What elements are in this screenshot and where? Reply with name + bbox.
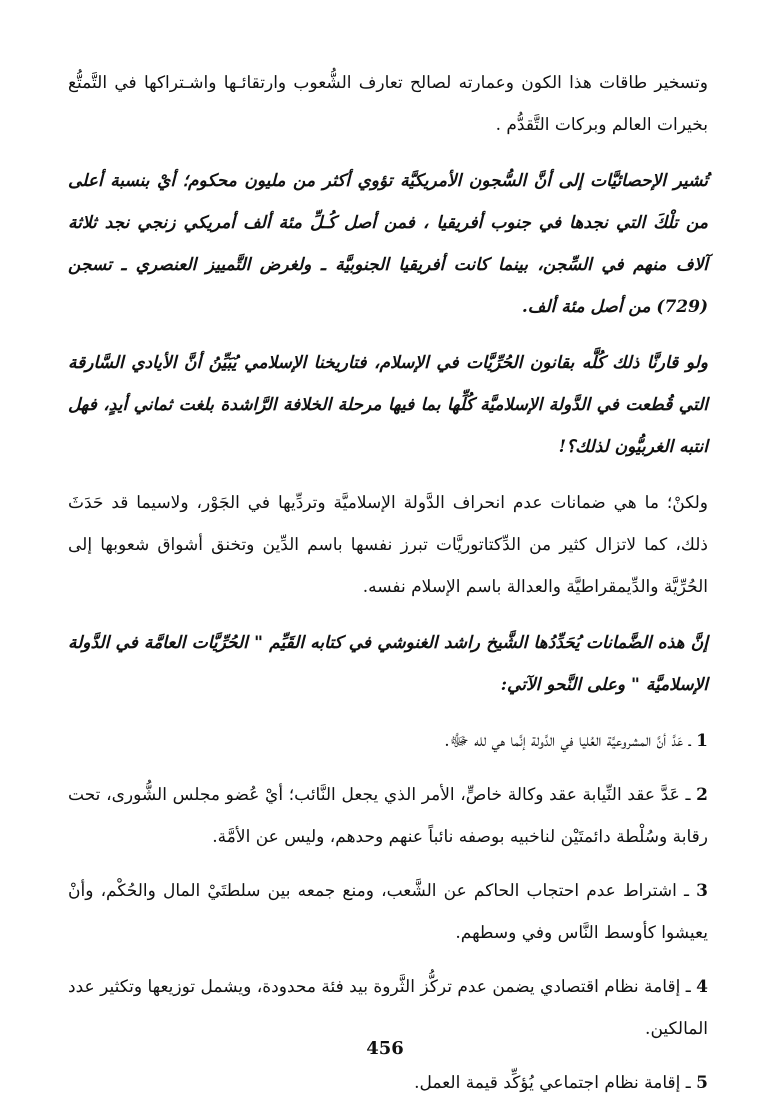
- list-item-3: [68, 870, 708, 954]
- list-item-text: ـ إقامة نظام اجتماعي يُؤكِّد قيمة العمل.: [414, 1073, 691, 1093]
- list-item-number: 5: [696, 1073, 708, 1093]
- page-body: [68, 62, 708, 1104]
- paragraph-prison-statistics: تُشير الإحصائيَّات إلى أنَّ السُّجون الأمريكيَّة تؤوي أكثر من مليون محكوم؛ أيْ بنسبة أعلى من تلْكَ التي نجدها في جنوب أفريقيا ، فمن أصل كُـلِّ مئة ألف أمريكي زنجي نجد ثلاثة آلاف منهم في السِّجن، بينما كانت أفريقيا الجنوبيَّة ـ ولغرض التَّمييز العنصري ـ تسجن (729) من أصل مئة ألف.: [68, 171, 708, 317]
- list-item-5: [68, 1062, 708, 1104]
- list-item-text: ـ إقامة نظام اقتصادي يضمن عدم تركُّز الثَّروة بيد فئة محدودة، ويشمل توزيعها وتكثير عدد المالكين.: [68, 977, 708, 1039]
- paragraph-guarantees-question: ولكنْ؛ ما هي ضمانات عدم انحراف الدَّولة الإسلاميَّة وتردِّيها في الجَوْر، ولاسيما قد حَدَثَ ذلك، كما لاتزال كثير من الدِّكتاتوريَّات تبرز نفسها باسم الدِّين وتخنق أشواق شعوبها إلى الحُرِّيَّة والدِّيمقراطيَّة والعدالة باسم الإسلام نفسه.: [68, 493, 708, 597]
- list-item-text: ـ اشتراط عدم احتجاب الحاكم عن الشَّعب، ومنع جمعه بين سلطتَيْ المال والحُكْم، وأنْ يعيشوا كأوسط النَّاس وفي وسطهم.: [68, 881, 708, 943]
- list-item-number: 1: [696, 731, 708, 751]
- list-item-text: ـ عَدَّ أنَّ المشروعيَّة العُليا في الدَّولة إنَّما هي لله ﷻ.: [444, 731, 691, 751]
- paragraph-islamic-comparison: ولو قارنَّا ذلك كُلَّه بقانون الحُرِّيَّات في الإسلام، فتاريخنا الإسلامي يُبَيِّنُ أنَّ الأيادي السَّارقة التي قُطعت في الدَّولة الإسلاميَّة كُلِّها بما فيها مرحلة الخلافة الرَّاشدة بلغت ثماني أيدٍ، فهل انتبه الغربيُّون لذلك؟!: [68, 353, 708, 457]
- list-item-1: [68, 720, 708, 762]
- list-item-text: ـ عَدَّ عقد النِّيابة عقد وكالة خاصٍّ، الأمر الذي يجعل النَّائب؛ أيْ عُضو مجلس الشُّورى، تحت رقابة وسُلْطة دائمتَيْن لناخبيه بوصفه نائباً عنهم وحدهم، وليس عن الأمَّة.: [68, 785, 708, 847]
- paragraph-guarantees-intro: إنَّ هذه الضَّمانات يُحَدِّدُها الشَّيخ راشد الغنوشي في كتابه القَيِّم " الحُرِّيَّات العامَّة في الدَّولة الإسلاميَّة " وعلى النَّحو الآتي:: [68, 633, 708, 695]
- list-item-number: 3: [696, 881, 708, 901]
- list-item-number: 4: [696, 977, 708, 997]
- list-item-2: [68, 774, 708, 858]
- page-number: 456: [366, 1038, 404, 1059]
- paragraph-intro-continuation: وتسخير طاقات هذا الكون وعمارته لصالح تعارف الشُّعوب وارتقائـها واشـتراكها في التَّمتُّع بخيرات العالم وبركات التَّقدُّم .: [68, 73, 708, 135]
- list-item-number: 2: [696, 785, 708, 805]
